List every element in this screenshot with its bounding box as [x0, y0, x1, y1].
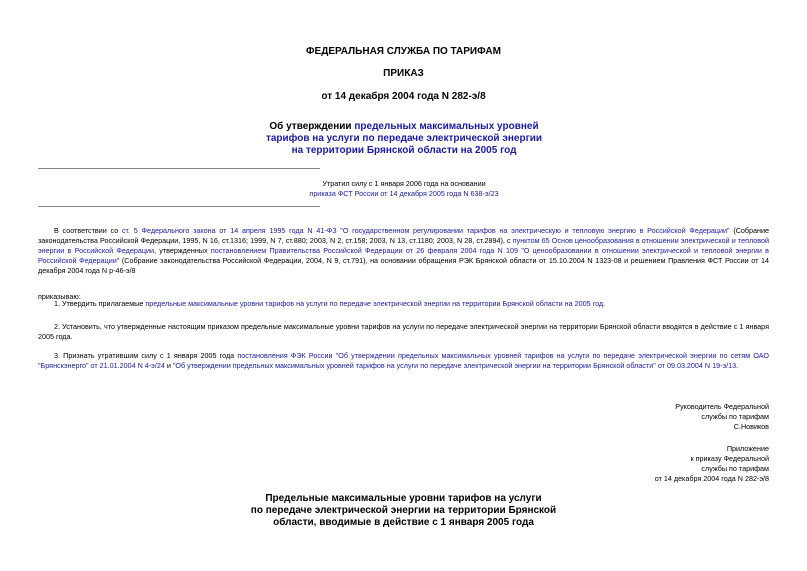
item-1-end: . — [603, 299, 606, 308]
preamble-text-3: , утвержденных — [154, 246, 211, 255]
document-date-number: от 14 декабря 2004 года N 282-э/8 — [321, 91, 486, 102]
appendix-title-line-2: по передаче электрической энергии на территории Брянской — [250, 505, 557, 516]
preamble-text-4: (Собрание законодательства Российской Федерации, 2004, N 9, ст.791), на основании обращения РЭК Брянской области от 15.10.2004 N 1323-08 и решением Правления ФСТ России от 14 декабря 2004 года N р-46-э/8 — [38, 256, 769, 275]
preamble-text-1: В соответствии со — [54, 226, 122, 235]
appendix-line-4: от 14 декабря 2004 года N 282-э/8 — [654, 474, 769, 483]
signature-name: С.Новиков — [733, 422, 769, 431]
repeal-notice-text: Утратил силу с 1 января 2006 года на основании — [322, 179, 486, 188]
item-1-link[interactable]: предельные максимальные уровни тарифов на услуги по передаче электрической энергии на территории Брянской области на 2005 год — [145, 299, 604, 308]
federal-law-link[interactable]: ст. 5 Федерального закона от 14 апреля 1995 года N 41-ФЗ "О государственном регулировании тарифов на электрическую и тепловую энергию в Российской Федерации" — [121, 226, 730, 235]
item-3-end: . — [736, 361, 739, 370]
agency-name: ФЕДЕРАЛЬНАЯ СЛУЖБА ПО ТАРИФАМ — [306, 46, 501, 57]
document-type: ПРИКАЗ — [383, 68, 424, 79]
government-resolution-link[interactable]: постановлением Правительства Российской Федерации от 26 февраля 2004 года N 109 "О ценообразовании в отношении электрической и тепловой энергии в Российской Федерации" — [38, 246, 769, 265]
signature-line-2: службы по тарифам — [701, 412, 769, 421]
item-3-text: 3. Признать утратившим силу с 1 января 2005 года — [54, 351, 238, 360]
order-word: приказываю: — [38, 292, 81, 301]
title-link[interactable]: предельных максимальных уровней тарифов на услуги по передаче электрической энергии на территории Брянской области на 2005 год — [265, 121, 543, 156]
signature-block — [520, 402, 769, 432]
item-3-link-1[interactable]: постановления ФЭК России "Об утверждении предельных максимальных уровней тарифов на услуги по передаче электрической энергии по сетям ОАО "Брянскэнерго" от 21.01.2004 N 4-э/24 — [38, 351, 769, 370]
document-title — [265, 121, 543, 157]
order-item-2: 2. Установить, что утвержденные настоящим приказом предельные максимальные уровни тарифов на услуги по передаче электрической энергии на территории Брянской области вводятся в действие с 1 января 2005 года. — [38, 322, 769, 341]
appendix-title-line-1: Предельные максимальные уровни тарифов на услуги — [265, 493, 542, 504]
repeal-notice-link[interactable]: приказа ФСТ России от 14 декабря 2005 года N 638-э/23 — [309, 189, 499, 198]
pricing-basics-link[interactable]: пунктом 65 Основ ценообразования в отношении электрической и тепловой энергии в Российской Федерации — [38, 236, 769, 255]
item-3-mid: и — [164, 361, 173, 370]
appendix-line-1: Приложение — [726, 444, 769, 453]
appendix-line-3: службы по тарифам — [701, 464, 769, 473]
title-prefix: Об утверждении — [269, 121, 355, 132]
preamble-paragraph — [38, 226, 769, 276]
signature-line-1: Руководитель Федеральной — [675, 402, 769, 411]
repeal-notice — [260, 179, 548, 199]
appendix-title — [0, 493, 807, 529]
appendix-block — [520, 444, 769, 484]
top-divider — [38, 168, 320, 169]
preamble-text-2: (Собрание законодательства Российской Федерации, 1995, N 16, ст.1316; 1999, N 7, ст.880; 2003, N 2, ст.158; 2003, N 13, ст.1180; 2003, N 28, ст.2894), с — [38, 226, 770, 245]
appendix-title-line-3: области, вводимые в действие с 1 января 2005 года — [273, 517, 534, 528]
bottom-divider — [38, 206, 320, 207]
item-1-text: 1. Утвердить прилагаемые — [54, 299, 146, 308]
order-item-1 — [38, 299, 769, 309]
order-item-3 — [38, 351, 769, 371]
item-3-link-2[interactable]: "Об утверждении предельных максимальных уровней тарифов на услуги по передаче электрической энергии на территории Брянской области" от 09.03.2004 N 19-э/13 — [172, 361, 737, 370]
appendix-line-2: к приказу Федеральной — [690, 454, 769, 463]
